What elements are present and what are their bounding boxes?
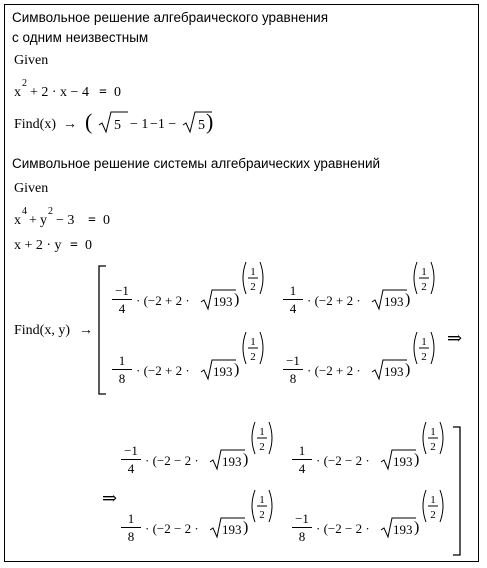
coef-bar — [112, 369, 132, 370]
cell-inner-expr: · (−2 − 2 · — [145, 521, 199, 536]
power-numerator: 1 — [430, 494, 436, 506]
coef-bar — [283, 299, 303, 300]
section2-title: Символьное решение системы алгебраических уравнений — [12, 156, 381, 171]
implies-arrow-1: ⇒ — [447, 328, 463, 348]
coef-numerator: −1 — [115, 283, 129, 298]
coef-fraction — [112, 284, 132, 315]
coef-fraction — [283, 354, 303, 385]
coef-bar — [283, 369, 303, 370]
sqrt-193-radicand: 193 — [384, 364, 404, 379]
cell-close-paren: ) — [234, 291, 240, 308]
power-denominator: 2 — [259, 509, 265, 521]
cell-close-paren: ) — [243, 451, 249, 468]
eq1-equals: = — [88, 213, 96, 228]
coef-bar — [121, 459, 141, 460]
eq1-plus: + — [29, 213, 37, 228]
eq-x-exponent: 2 — [22, 78, 27, 89]
sqrt-193 — [209, 516, 245, 540]
coef-fraction — [121, 444, 141, 475]
coef-denominator: 4 — [118, 301, 126, 316]
coef-numerator: 1 — [289, 283, 297, 298]
coef-denominator: 4 — [298, 461, 306, 476]
find2-arrow: → — [79, 323, 93, 338]
power-denominator: 2 — [421, 351, 427, 363]
eq-x: x — [14, 85, 21, 100]
coef-numerator: −1 — [295, 511, 309, 526]
sqrt-193-radicand: 193 — [222, 454, 242, 469]
coef-numerator: −1 — [286, 353, 300, 368]
cell-inner-expr: · (−2 + 2 · — [136, 293, 190, 308]
coef-fraction — [292, 512, 312, 543]
eq1-x-exponent: 4 — [22, 206, 27, 217]
coef-numerator: −1 — [124, 443, 138, 458]
coef-bar — [121, 527, 141, 528]
matrix1-left-bracket — [97, 265, 107, 395]
sqrt-193 — [371, 288, 407, 312]
section1-given-label: Given — [14, 53, 49, 68]
cell-close-paren: ) — [414, 519, 420, 536]
power-denominator: 2 — [430, 441, 436, 453]
eq2-lhs: x + 2 · y — [14, 238, 62, 253]
power-numerator: 1 — [250, 266, 256, 278]
sqrt-5-a — [98, 110, 128, 134]
sqrt-193-radicand: 193 — [384, 294, 404, 309]
coef-numerator: 1 — [298, 443, 306, 458]
coef-fraction — [292, 444, 312, 475]
eq1-y-exponent: 2 — [48, 206, 53, 217]
cell-inner-expr: · (−2 + 2 · — [307, 363, 361, 378]
cell-inner-expr: · (−2 − 2 · — [145, 453, 199, 468]
coef-bar — [292, 527, 312, 528]
coef-bar — [292, 459, 312, 460]
power-half — [420, 488, 446, 524]
power-numerator: 1 — [430, 426, 436, 438]
sqrt-5-a-radicand: 5 — [114, 118, 121, 133]
sqrt-193 — [380, 516, 416, 540]
coef-denominator: 8 — [298, 529, 306, 544]
coef-denominator: 4 — [289, 301, 297, 316]
cell-close-paren: ) — [243, 519, 249, 536]
cell-inner-expr: · (−2 + 2 · — [307, 293, 361, 308]
coef-denominator: 8 — [118, 371, 126, 386]
cell-close-paren: ) — [414, 451, 420, 468]
power-half — [249, 488, 275, 524]
coef-denominator: 8 — [127, 529, 135, 544]
sqrt-193 — [200, 358, 236, 382]
eq-equals: = — [99, 85, 107, 100]
find2-call: Find(x, y) — [14, 323, 70, 338]
eq1-y: y — [40, 213, 47, 228]
find-close-paren: ) — [206, 109, 214, 134]
power-numerator: 1 — [250, 336, 256, 348]
coef-numerator: 1 — [127, 511, 135, 526]
eq2-rhs: 0 — [85, 238, 92, 253]
power-denominator: 2 — [430, 509, 436, 521]
section1-title-line2: с одним неизвестным — [12, 30, 149, 45]
sqrt-193-radicand: 193 — [222, 522, 242, 537]
sqrt-193 — [380, 448, 416, 472]
sqrt-193-radicand: 193 — [213, 294, 233, 309]
power-half — [411, 330, 437, 366]
matrix2-right-bracket — [452, 426, 462, 556]
eq-rhs: 0 — [114, 85, 121, 100]
sqrt-5-b-radicand: 5 — [198, 118, 205, 133]
sqrt-193 — [371, 358, 407, 382]
power-half — [240, 260, 266, 296]
power-denominator: 2 — [250, 281, 256, 293]
section2-given-label: Given — [14, 181, 49, 196]
coef-fraction — [283, 284, 303, 315]
eq1-rhs: 0 — [103, 213, 110, 228]
cell-inner-expr: · (−2 − 2 · — [316, 453, 370, 468]
power-half — [249, 420, 275, 456]
cell-close-paren: ) — [405, 291, 411, 308]
sqrt-193-radicand: 193 — [393, 454, 413, 469]
cell-close-paren: ) — [234, 361, 240, 378]
sqrt-193-radicand: 193 — [213, 364, 233, 379]
power-half — [411, 260, 437, 296]
power-numerator: 1 — [259, 426, 265, 438]
coef-numerator: 1 — [118, 353, 126, 368]
find-arrow: → — [63, 117, 77, 132]
cell-close-paren: ) — [405, 361, 411, 378]
section1-title-line1: Символьное решение алгебраического уравнения — [12, 10, 329, 25]
eq2-equals: = — [70, 238, 78, 253]
eq1-rest: − 3 — [56, 213, 75, 228]
coef-bar — [112, 299, 132, 300]
find-root1-rest: − 1 — [130, 117, 149, 132]
power-half — [420, 420, 446, 456]
cell-inner-expr: · (−2 + 2 · — [136, 363, 190, 378]
sqrt-193 — [209, 448, 245, 472]
eq-rest: + 2 · x − 4 — [30, 85, 89, 100]
cell-inner-expr: · (−2 − 2 · — [316, 521, 370, 536]
power-numerator: 1 — [421, 336, 427, 348]
implies-arrow-2: ⇒ — [102, 488, 118, 508]
coef-denominator: 4 — [127, 461, 135, 476]
eq1-x: x — [14, 213, 21, 228]
find-call: Find(x) — [14, 117, 56, 132]
power-numerator: 1 — [259, 494, 265, 506]
power-denominator: 2 — [259, 441, 265, 453]
power-numerator: 1 — [421, 266, 427, 278]
coef-fraction — [112, 354, 132, 385]
coef-fraction — [121, 512, 141, 543]
sqrt-193-radicand: 193 — [393, 522, 413, 537]
sqrt-193 — [200, 288, 236, 312]
power-denominator: 2 — [421, 281, 427, 293]
power-denominator: 2 — [250, 351, 256, 363]
find-open-paren: ( — [85, 109, 93, 134]
coef-denominator: 8 — [289, 371, 297, 386]
find-root2-prefix: −1 − — [150, 117, 177, 132]
power-half — [240, 330, 266, 366]
